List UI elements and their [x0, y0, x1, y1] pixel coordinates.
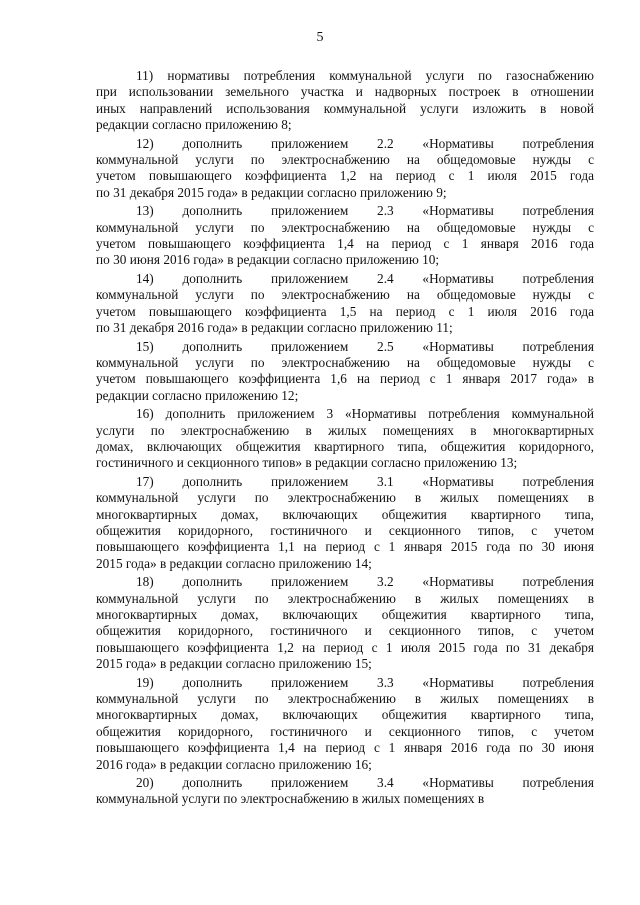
text-line: 17) дополнить приложением 3.1 «Нормативы потребления	[136, 473, 594, 489]
document-body	[96, 68, 594, 808]
text-line: общежития коридорного, гостиничного и секционного типов, с учетом	[96, 723, 594, 739]
text-line: коммунальной услуги по электроснабжению в жилых помещениях в	[96, 490, 594, 506]
text-line: 20) дополнить приложением 3.4 «Нормативы потребления	[136, 775, 594, 791]
text-line: 15) дополнить приложением 2.5 «Нормативы потребления	[136, 338, 594, 354]
paragraph-item	[96, 68, 594, 134]
paragraph-item	[96, 406, 594, 472]
text-line: 13) дополнить приложением 2.3 «Нормативы потребления	[136, 203, 594, 219]
text-line: 19) дополнить приложением 3.3 «Нормативы потребления	[136, 674, 594, 690]
text-line: общежития коридорного, гостиничного и секционного типов, с учетом	[96, 623, 594, 639]
text-line: редакции согласно приложению 12;	[96, 387, 299, 403]
text-line: иных направлений использования коммунальной услуги изложить в новой	[96, 100, 594, 116]
text-line: коммунальной услуги по электроснабжению на общедомовые нужды с	[96, 219, 594, 235]
text-line: учетом повышающего коэффициента 1,5 на период с 1 июля 2016 года	[96, 303, 594, 319]
text-line: 2016 года» в редакции согласно приложению 16;	[96, 756, 372, 772]
paragraph-item	[96, 474, 594, 572]
text-line: учетом повышающего коэффициента 1,6 на период с 1 января 2017 года» в	[96, 371, 594, 387]
paragraph-item	[96, 675, 594, 773]
text-line: коммунальной услуги по электроснабжению в жилых помещениях в	[96, 691, 594, 707]
paragraph-item	[96, 203, 594, 269]
text-line: многоквартирных домах, включающих общежития квартирного типа,	[96, 707, 594, 723]
text-line: 11) нормативы потребления коммунальной услуги по газоснабжению	[136, 68, 594, 83]
text-line: повышающего коэффициента 1,1 на период с 1 января 2015 года по 30 июня	[96, 539, 594, 555]
text-line: коммунальной услуги по электроснабжению на общедомовые нужды с	[96, 354, 594, 370]
text-line: коммунальной услуги по электроснабжению на общедомовые нужды с	[96, 152, 594, 168]
text-line: 12) дополнить приложением 2.2 «Нормативы потребления	[136, 135, 594, 151]
paragraph-item	[96, 271, 594, 337]
text-line: многоквартирных домах, включающих общежития квартирного типа,	[96, 506, 594, 522]
paragraph-item	[96, 574, 594, 672]
paragraph-item	[96, 136, 594, 202]
text-line: повышающего коэффициента 1,2 на период с 1 июля 2015 года по 31 декабря	[96, 639, 594, 655]
text-line: по 30 июня 2016 года» в редакции согласно приложению 10;	[96, 252, 440, 268]
text-line: по 31 декабря 2016 года» в редакции согласно приложению 11;	[96, 320, 453, 336]
paragraph-item	[96, 339, 594, 405]
text-line: общежития коридорного, гостиничного и секционного типов, с учетом	[96, 522, 594, 538]
text-line: при использовании земельного участка и надворных построек в отношении	[96, 84, 594, 100]
text-line: услуги по электроснабжению в жилых помещениях в многоквартирных	[96, 422, 594, 438]
paragraph-item	[96, 775, 594, 808]
text-line: домах, включающих общежития квартирного типа, общежития коридорного,	[96, 438, 594, 454]
text-line: учетом повышающего коэффициента 1,4 на период с 1 января 2016 года	[96, 236, 594, 252]
text-line: редакции согласно приложению 8;	[96, 117, 292, 133]
page-number: 5	[316, 30, 324, 45]
text-line: многоквартирных домах, включающих общежития квартирного типа,	[96, 607, 594, 622]
text-line: коммунальной услуги по электроснабжению на общедомовые нужды с	[96, 287, 594, 303]
text-line: коммунальной услуги по электроснабжению в жилых помещениях в	[96, 590, 594, 606]
text-line: 2015 года» в редакции согласно приложению 15;	[96, 656, 372, 672]
text-line: 18) дополнить приложением 3.2 «Нормативы потребления	[136, 574, 594, 590]
text-line: гостиничного и секционного типов» в редакции согласно приложению 13;	[96, 455, 518, 471]
text-line: 14) дополнить приложением 2.4 «Нормативы потребления	[136, 270, 594, 286]
text-line: по 31 декабря 2015 года» в редакции согласно приложению 9;	[96, 184, 447, 200]
text-line: учетом повышающего коэффициента 1,2 на период с 1 июля 2015 года	[96, 168, 594, 184]
text-line: повышающего коэффициента 1,4 на период с 1 января 2016 года по 30 июня	[96, 740, 594, 756]
text-line: 2015 года» в редакции согласно приложению 14;	[96, 555, 372, 571]
text-line: 16) дополнить приложением 3 «Нормативы потребления коммунальной	[136, 406, 594, 422]
text-line: коммунальной услуги по электроснабжению в жилых помещениях в	[96, 791, 485, 807]
